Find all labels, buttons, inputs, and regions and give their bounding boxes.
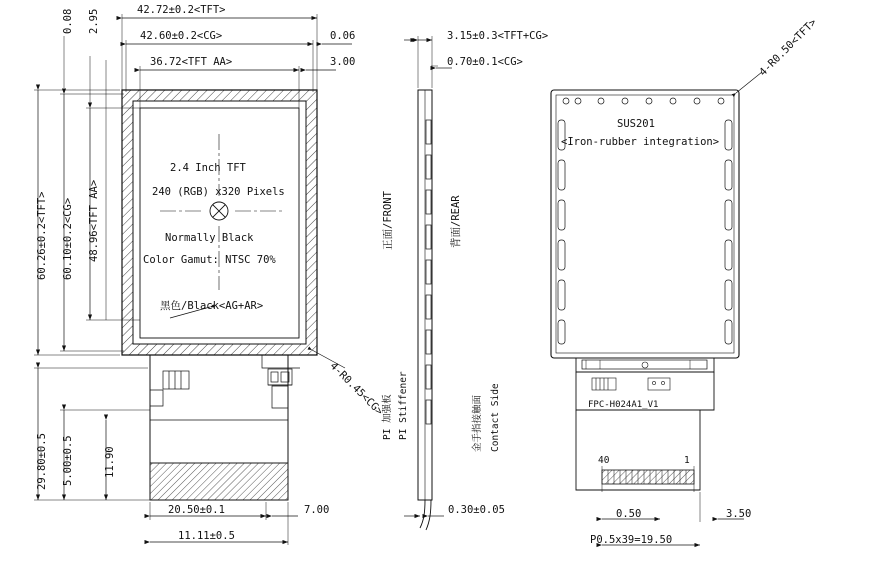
dim-left-60-10-cg: 60.10±0.2<CG> bbox=[62, 197, 74, 280]
dim-top-42-60-cg: 42.60±0.2<CG> bbox=[140, 30, 223, 42]
fpc-part-number: FPC-H024A1_V1 bbox=[588, 400, 659, 410]
dim-bottom-0-50: 0.50 bbox=[616, 508, 642, 520]
view-label-rear: 背面/REAR bbox=[450, 195, 462, 248]
view-label-stiffener-cn: PI 加强板 bbox=[382, 394, 393, 440]
dim-top-3-00: 3.00 bbox=[330, 56, 356, 68]
dim-bottom-11-11: 11.11±0.5 bbox=[178, 530, 235, 542]
rear-material-label: SUS201 bbox=[617, 118, 655, 130]
dim-bottom-20-50: 20.50±0.1 bbox=[168, 504, 225, 516]
view-label-front: 正面/FRONT bbox=[382, 191, 394, 250]
dim-left-5-00: 5.00±0.5 bbox=[62, 435, 74, 486]
dim-bottom-0-30: 0.30±0.05 bbox=[448, 504, 505, 516]
view-label-contact-en: Contact Side bbox=[490, 383, 501, 452]
dim-left-2-95: 2.95 bbox=[88, 8, 100, 34]
front-text-mode: Normally Black bbox=[165, 232, 254, 244]
rear-note-label: <Iron-rubber integration> bbox=[561, 136, 720, 148]
dim-bottom-pitch: P0.5x39=19.50 bbox=[590, 534, 673, 546]
dim-left-60-26-tft: 60.26±0.2<TFT> bbox=[36, 191, 48, 280]
view-label-contact-cn: 金手指接触面 bbox=[472, 394, 483, 452]
dim-top-42-72-tft: 42.72±0.2<TFT> bbox=[137, 4, 226, 16]
dim-left-11-90: 11.90 bbox=[104, 446, 116, 478]
front-text-size: 2.4 Inch TFT bbox=[170, 162, 246, 174]
dim-left-29-80: 29.80±0.5 bbox=[36, 433, 48, 490]
dim-bottom-7-00: 7.00 bbox=[304, 504, 330, 516]
callout-r050-tft: 4-R0.50<TFT> bbox=[757, 16, 820, 79]
callout-r045-cg: 4-R0.45<CG> bbox=[327, 360, 386, 418]
dim-top-0-06: 0.06 bbox=[330, 30, 356, 42]
front-text-color-gamut: Color Gamut: NTSC 70% bbox=[143, 254, 276, 266]
pin-number-40: 40 bbox=[598, 455, 610, 466]
dim-top-3-15-tft-cg: 3.15±0.3<TFT+CG> bbox=[447, 30, 549, 42]
dim-top-36-72-tft-aa: 36.72<TFT AA> bbox=[150, 56, 233, 68]
front-text-black-ag-ar: 黑色/Black<AG+AR> bbox=[160, 300, 264, 312]
dim-bottom-3-50: 3.50 bbox=[726, 508, 752, 520]
pin-number-1: 1 bbox=[684, 455, 690, 466]
dim-left-0-08: 0.08 bbox=[62, 8, 74, 34]
dim-top-0-70-cg: 0.70±0.1<CG> bbox=[447, 56, 523, 68]
dim-left-48-96-tft-aa: 48.96<TFT AA> bbox=[88, 179, 100, 262]
front-text-resolution: 240 (RGB) x320 Pixels bbox=[152, 186, 285, 198]
view-label-stiffener-en: PI Stiffener bbox=[398, 371, 409, 440]
